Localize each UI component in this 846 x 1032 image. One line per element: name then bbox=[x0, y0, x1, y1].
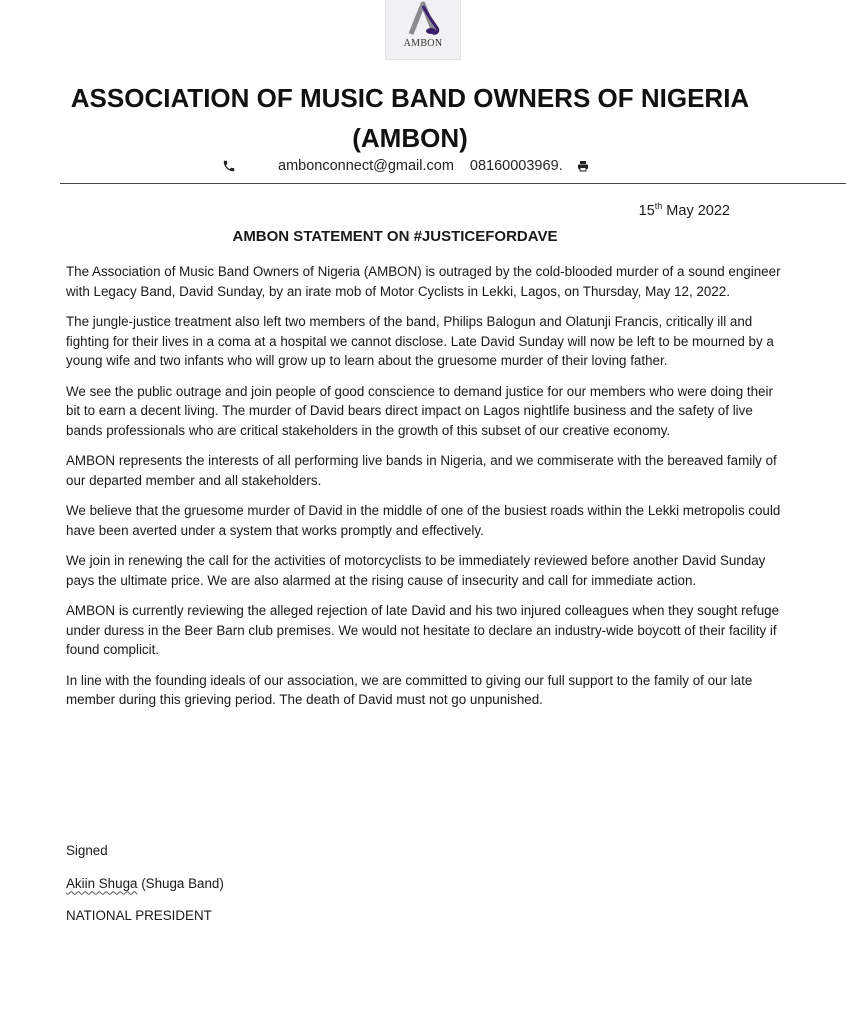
logo-text: AMBON bbox=[403, 38, 443, 49]
phone-number: 08160003969. bbox=[469, 158, 563, 174]
paragraph: We see the public outrage and join people of good conscience to demand justice for our members who were doing their bit to earn a decent living. The murder of David bears direct impact on Lagos nightlife business and the safety of live bands professionals who are critical stakeholders in the growth of this subset of our creative economy. bbox=[66, 383, 773, 438]
paragraph: We believe that the gruesome murder of David in the middle of one of the busiest roads within the Lekki metropolis could have been averted under a system that works promptly and effectively. bbox=[66, 503, 781, 538]
fax-icon bbox=[577, 160, 589, 172]
paragraph: The jungle-justice treatment also left two members of the band, Philips Balogun and Olatunji Francis, critically ill and fighting for their lives in a coma at a hospital we cannot disclose. Late David Sunday will now be left to be mourned by a young wife and two infants who will grow up to learn about the gruesome murder of their loving father. bbox=[66, 314, 774, 368]
ambon-logo bbox=[385, 0, 461, 60]
signatory-name: Akiin Shuga bbox=[66, 875, 138, 891]
date-suffix: th bbox=[654, 201, 663, 212]
paragraph: We join in renewing the call for the activities of motorcyclists to be immediately reviewed before another David Sunday pays the ultimate price. We are also alarmed at the rising cause of insecurity and call for immediate action. bbox=[66, 553, 766, 588]
signed-label: Signed bbox=[66, 843, 108, 858]
signature-block bbox=[66, 843, 224, 928]
statement-heading: AMBON STATEMENT ON #JUSTICEFORDAVE bbox=[232, 228, 558, 245]
paragraph: AMBON is currently reviewing the alleged rejection of late David and his two injured colleagues when they sought refuge under duress in the Beer Barn club premises. We would not hesitate to declare an industry-wide boycott of their facility if found complicit. bbox=[66, 603, 780, 657]
document-date bbox=[639, 203, 730, 219]
contact-row bbox=[222, 156, 589, 176]
signatory-band: (Shuga Band) bbox=[141, 875, 224, 891]
paragraph: The Association of Music Band Owners of Nigeria (AMBON) is outraged by the cold-blooded murder of a sound engineer with Legacy Band, David Sunday, by an irate mob of Motor Cyclists in Lekki, Lagos, on Thursday, May 12, 2022. bbox=[66, 264, 781, 299]
header-divider bbox=[60, 183, 846, 184]
date-day: 15 bbox=[638, 203, 655, 219]
ambon-logo-icon bbox=[393, 0, 453, 38]
organization-title: ASSOCIATION OF MUSIC BAND OWNERS OF NIGERIA (AMBON) bbox=[70, 83, 750, 153]
signatory bbox=[66, 876, 224, 896]
phone-icon bbox=[222, 159, 236, 173]
date-month-year: May 2022 bbox=[662, 203, 730, 219]
email-address: ambonconnect@gmail.com bbox=[278, 158, 454, 174]
statement-body bbox=[66, 262, 782, 721]
paragraph: In line with the founding ideals of our association, we are committed to giving our full support to the family of our late member during this grieving period. The death of David must not go unpunished. bbox=[66, 672, 753, 707]
paragraph: AMBON represents the interests of all performing live bands in Nigeria, and we commiserate with the bereaved family of our departed member and all stakeholders. bbox=[66, 453, 777, 488]
signatory-title: NATIONAL PRESIDENT bbox=[66, 908, 212, 923]
